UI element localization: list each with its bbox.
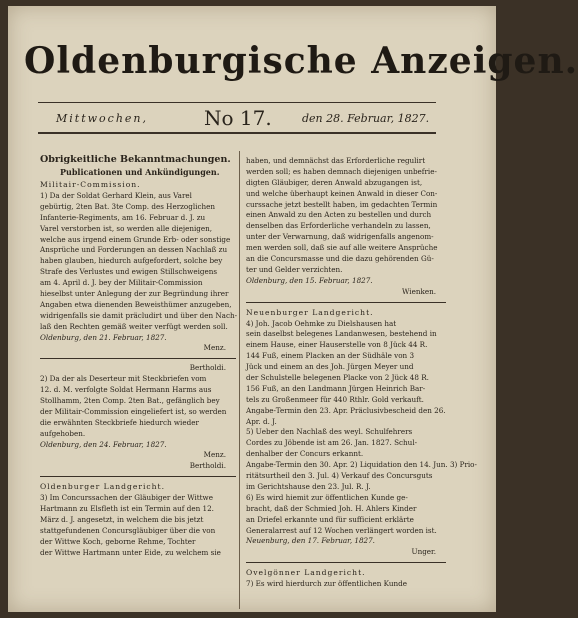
- text-line: Angabe-Termin den 23. Apr. Präclusivbescheid den 26.: [246, 405, 446, 415]
- text-line: haben, und demnächst das Erforderliche regulirt: [246, 156, 426, 165]
- notice-place-date: Oldenburg, den 15. Februar, 1827.: [246, 275, 373, 285]
- text-line: Cordes zu Jöbende ist am 26. Jan. 1827. Schul-: [246, 438, 418, 448]
- text-line: 4) Joh. Jacob Oehmke zu Dielshausen hat: [246, 318, 397, 328]
- text-line: Stollhamm, 2ten Comp. 2ten Bat., gefänglich bey: [40, 396, 220, 406]
- text-line: Varel verstorben ist, so werden alle diejenigen,: [40, 223, 213, 233]
- text-line: haben glauben, hiedurch aufgefordert, solche bey: [40, 256, 223, 266]
- text-line: 2) Da der als Deserteur mit Steckbriefen vom: [40, 374, 207, 384]
- text-line: hieselbst unter Anlegung der zur Begründung ihrer: [40, 289, 229, 299]
- issue-date: den 28. Februar, 1827.: [302, 112, 430, 125]
- issue-number: No 17.: [204, 106, 272, 130]
- left-column: [40, 154, 236, 559]
- separator-rule: [246, 302, 446, 303]
- text-line: an die Concursmasse und die dazu gehörenden Gü-: [246, 254, 434, 264]
- masthead-rule-bottom: [38, 132, 436, 134]
- text-line: Angaben etwa dienenden Beweisthümer anzugeben,: [40, 299, 232, 309]
- text-line: 1) Da der Soldat Gerhard Klein, aus Varel: [40, 191, 192, 200]
- separator-rule: [40, 476, 236, 477]
- signature: Bertholdi.: [189, 363, 226, 373]
- text-line: 6) Es wird hiemit zur öffentlichen Kunde ge-: [246, 492, 408, 502]
- text-line: die erwähnten Steckbriefe hiedurch wieder: [40, 417, 199, 427]
- text-line: 156 Fuß, an den Landmann Jürgen Heinrich Bar-: [246, 383, 426, 393]
- text-line: Apr. d. J.: [246, 416, 277, 426]
- notice-1: [40, 191, 236, 374]
- text-line: einem Hause, einer Hauserstelle von 8 Jück 44 R.: [246, 340, 428, 350]
- text-line: und welche überhaupt keinen Anwald in dieser Con-: [246, 188, 438, 198]
- notice-3: [40, 493, 236, 558]
- dateline-day: Mittwochen,: [56, 112, 148, 125]
- signature: Bertholdi.: [189, 461, 226, 471]
- text-line: der Militair-Commission eingeliefert ist, so werden: [40, 406, 227, 416]
- text-line: laß den Rechten gemäß weiter verfügt werden soll.: [40, 321, 228, 331]
- text-line: März d. J. angesetzt, in welchem die bis jetzt: [40, 515, 204, 525]
- signature: Menz.: [203, 343, 226, 353]
- section-subheading: Publicationen und Ankündigungen.: [60, 167, 220, 177]
- court-title: Ovelgönner Landgericht.: [246, 568, 366, 578]
- text-line: werden soll; es haben demnach diejenigen unbefrie-: [246, 166, 437, 176]
- separator-rule: [246, 562, 446, 563]
- text-line: stattgefundenen Concursgläubiger über die von: [40, 525, 216, 535]
- dateline: [46, 106, 446, 130]
- text-line: im Gerichtshause den 23. Jul. R. J.: [246, 481, 371, 491]
- text-line: sein daselbst belegenes Landanwesen, bestehend in: [246, 329, 437, 339]
- text-line: denhalber der Concurs erkannt.: [246, 449, 364, 459]
- signature: Menz.: [203, 450, 226, 460]
- text-line: curssache jetzt bestellt haben, im gedachten Termin: [246, 199, 438, 209]
- text-line: widrigenfalls sie damit präcludirt und über den Nach-: [40, 310, 238, 320]
- text-line: einen Anwald zu den Acten zu bestellen und durch: [246, 210, 432, 220]
- text-line: tels zu Großenmeer für 440 Rthlr. Gold verkauft.: [246, 394, 424, 404]
- text-line: aufgehoben.: [40, 428, 86, 438]
- notice-place-date: Oldenburg, den 21. Februar, 1827.: [40, 332, 167, 342]
- notice-place-date: Neuenburg, den 17. Februar, 1827.: [246, 536, 375, 546]
- text-line: Ansprüche und Forderungen an dessen Nachlaß zu: [40, 245, 228, 255]
- column-divider: [239, 151, 240, 609]
- masthead-rule-top: [38, 102, 436, 103]
- newspaper-page: [8, 6, 578, 612]
- text-line: Strafe des Verlustes und ewigen Stillschweigens: [40, 267, 218, 277]
- text-line: unter der Verwarnung, daß widrigenfalls angenom-: [246, 232, 434, 242]
- court-title: Neuenburger Landgericht.: [246, 307, 374, 317]
- text-line: bracht, daß der Schmied Joh. H. Ahlers Kinder: [246, 503, 417, 513]
- signature: Wienken.: [402, 286, 436, 296]
- separator-rule: [40, 358, 236, 359]
- text-line: der Wittwe Hartmann unter Eide, zu welchem sie: [40, 547, 221, 557]
- text-line: ritätsurtheil den 3. Jul. 4) Verkauf des Concursguts: [246, 471, 433, 481]
- text-line: Generalarrest auf 12 Wochen verlängert worden ist.: [246, 525, 437, 535]
- notice-2: [40, 374, 236, 477]
- text-line: 144 Fuß, einem Placken an der Südhäle von 3: [246, 351, 415, 361]
- notice-3-continued: [246, 156, 446, 303]
- text-line: an Driefel erkannte und für sufficient erklärte: [246, 514, 414, 524]
- text-line: 7) Es wird hierdurch zur öffentlichen Kunde: [246, 579, 407, 589]
- notice-6: [246, 493, 446, 563]
- notice-5: [246, 427, 477, 492]
- right-column: [246, 156, 477, 590]
- text-line: 3) Im Concurssachen der Gläubiger der Wittwe: [40, 493, 213, 503]
- signature: Unger.: [411, 547, 436, 557]
- text-line: welche aus irgend einem Grunde Erb- oder sonstige: [40, 234, 231, 244]
- section-heading: Obrigkeitliche Bekanntmachungen.: [40, 154, 231, 165]
- text-line: der Wittwe Koch, geborne Rehme, Tochter: [40, 536, 196, 546]
- text-line: Angabe-Termin den 30. Apr. 2) Liquidation den 14. Jun. 3) Prio-: [246, 460, 477, 470]
- text-line: men werden soll, daß sie auf alle weitere Ansprüche: [246, 243, 438, 253]
- notice-7: [246, 579, 446, 590]
- text-line: gebürtig, 2ten Bat. 3te Comp. des Herzoglichen: [40, 201, 215, 211]
- notice-4: [246, 319, 446, 428]
- notice-place-date: Oldenburg, den 24. Februar, 1827.: [40, 439, 167, 449]
- text-line: am 4. April d. J. bey der Militair-Commission: [40, 278, 203, 288]
- text-line: 12. d. M. verfolgte Soldat Hermann Harms aus: [40, 385, 212, 395]
- military-commission-title: Militair-Commission.: [40, 180, 141, 189]
- text-line: Jück und einem an des Joh. Jürgen Meyer und: [246, 362, 414, 372]
- court-title: Oldenburger Landgericht.: [40, 482, 166, 492]
- text-line: der Schulstelle belegenen Placke von 2 Jück 48 R.: [246, 373, 429, 383]
- text-line: Hartmann zu Elsfleth ist ein Termin auf den 12.: [40, 504, 214, 514]
- text-line: digten Gläubiger, deren Anwald abzugangen ist,: [246, 177, 423, 187]
- text-line: ter und Gelder verzichten.: [246, 264, 343, 274]
- masthead-title: Oldenburgische Anzeigen.: [24, 40, 578, 82]
- text-line: denselben das Erforderliche verhandeln zu lassen,: [246, 221, 431, 231]
- text-line: Infanterie-Regiments, am 16. Februar d. J. zu: [40, 212, 206, 222]
- text-line: 5) Ueber den Nachlaß des weyl. Schulfehrers: [246, 427, 413, 437]
